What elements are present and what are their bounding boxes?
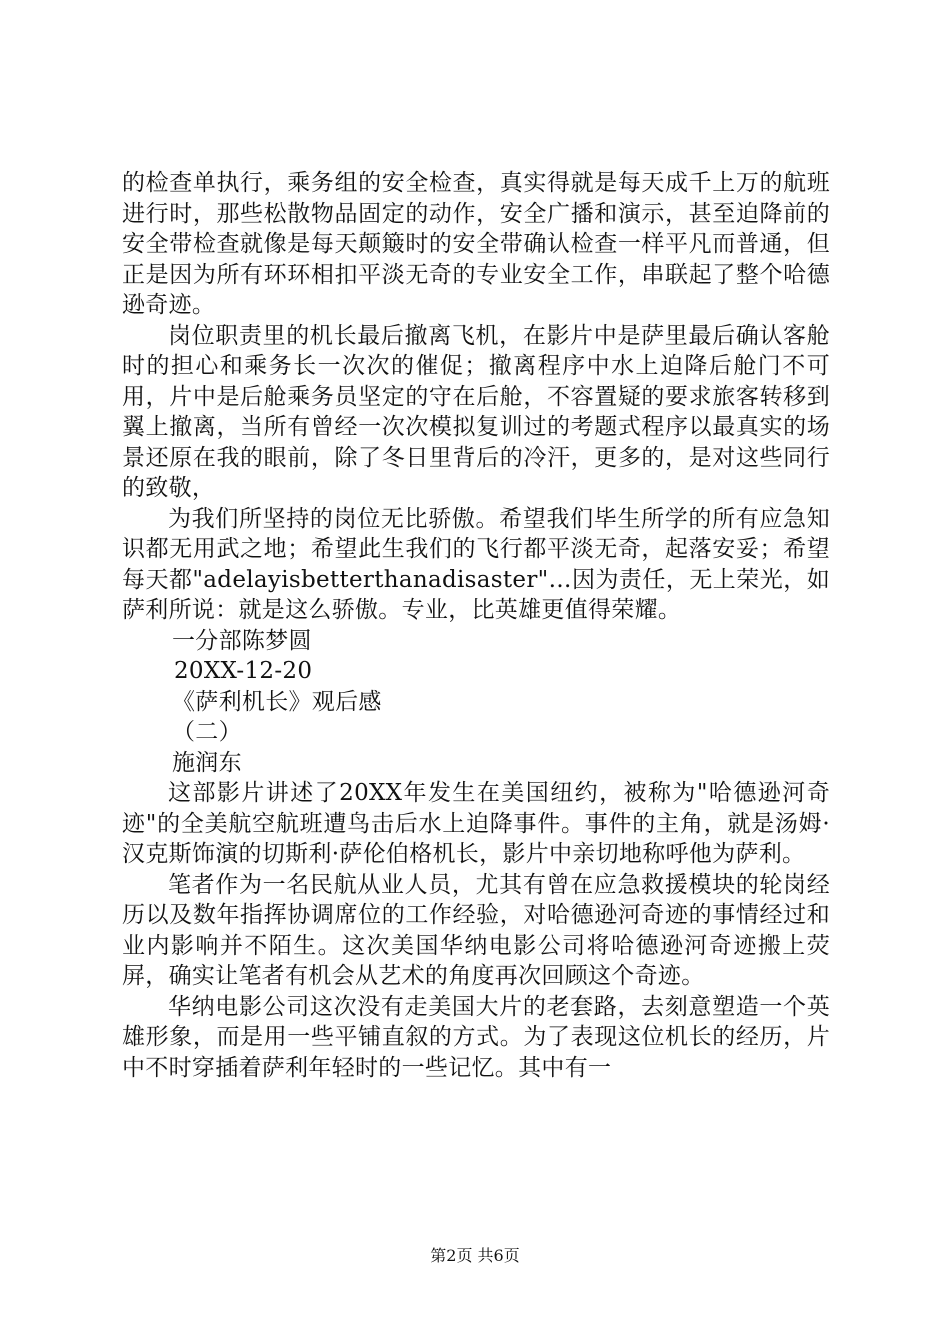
date: 20XX-12-20 [174, 658, 313, 684]
second-essay-author: 施润东 [172, 749, 242, 776]
second-essay-title: 《萨利机长》观后感 [172, 688, 382, 715]
paragraph-intro: 这部影片讲述了20XX年发生在美国纽约，被称为"哈德逊河奇迹"的全美航空航班遭鸟击后水上迫降事件。事件的主角，就是汤姆·汉克斯饰演的切斯利·萨伦伯格机长，影片中亲切地称呼他为萨利。 [122, 780, 830, 867]
paragraph-duties: 岗位职责里的机长最后撤离飞机，在影片中是萨里最后确认客舱时的担心和乘务长一次次的催促；撤离程序中水上迫降后舱门不可用，片中是后舱乘务员坚定的守在后舱，不容置疑的要求旅客转移到翼上撤离，当所有曾经一次次模拟复训过的考题式程序以最真实的场景还原在我的眼前，除了冬日里背后的冷汗，更多的，是对这些同行的致敬， [122, 322, 830, 501]
paragraph-film-approach: 华纳电影公司这次没有走美国大片的老套路，去刻意塑造一个英雄形象，而是用一些平铺直叙的方式。为了表现这位机长的经历，片中不时穿插着萨利年轻时的一些记忆。其中有一 [122, 993, 830, 1081]
document-body [122, 168, 830, 1083]
paragraph-pride: 为我们所坚持的岗位无比骄傲。希望我们毕生所学的所有应急知识都无用武之地；希望此生我们的飞行都平淡无奇，起落安妥；希望每天都"adelayisbetterthanadisaster"…因为责任，无上荣光，如萨利所说：就是这么骄傲。专业，比英雄更值得荣耀。 [122, 505, 830, 623]
paragraph-continued: 的检查单执行，乘务组的安全检查，真实得就是每天成千上万的航班进行时，那些松散物品固定的动作，安全广播和演示，甚至迫降前的安全带检查就像是每天颠簸时的安全带确认检查一样平凡而普通，但正是因为所有环环相扣平淡无奇的专业安全工作，串联起了整个哈德逊奇迹。 [122, 170, 830, 318]
paragraph-author-background: 笔者作为一名民航从业人员，尤其有曾在应急救援模块的轮岗经历以及数年指挥协调席位的工作经验，对哈德逊河奇迹的事情经过和业内影响并不陌生。这次美国华纳电影公司将哈德逊河奇迹搬上荧屏，确实让笔者有机会从艺术的角度再次回顾这个奇迹。 [122, 871, 830, 989]
page-footer: 第2页 共6页 [430, 1246, 520, 1265]
signature: 一分部陈梦圆 [172, 627, 312, 654]
second-essay-subtitle: （二） [172, 719, 242, 745]
